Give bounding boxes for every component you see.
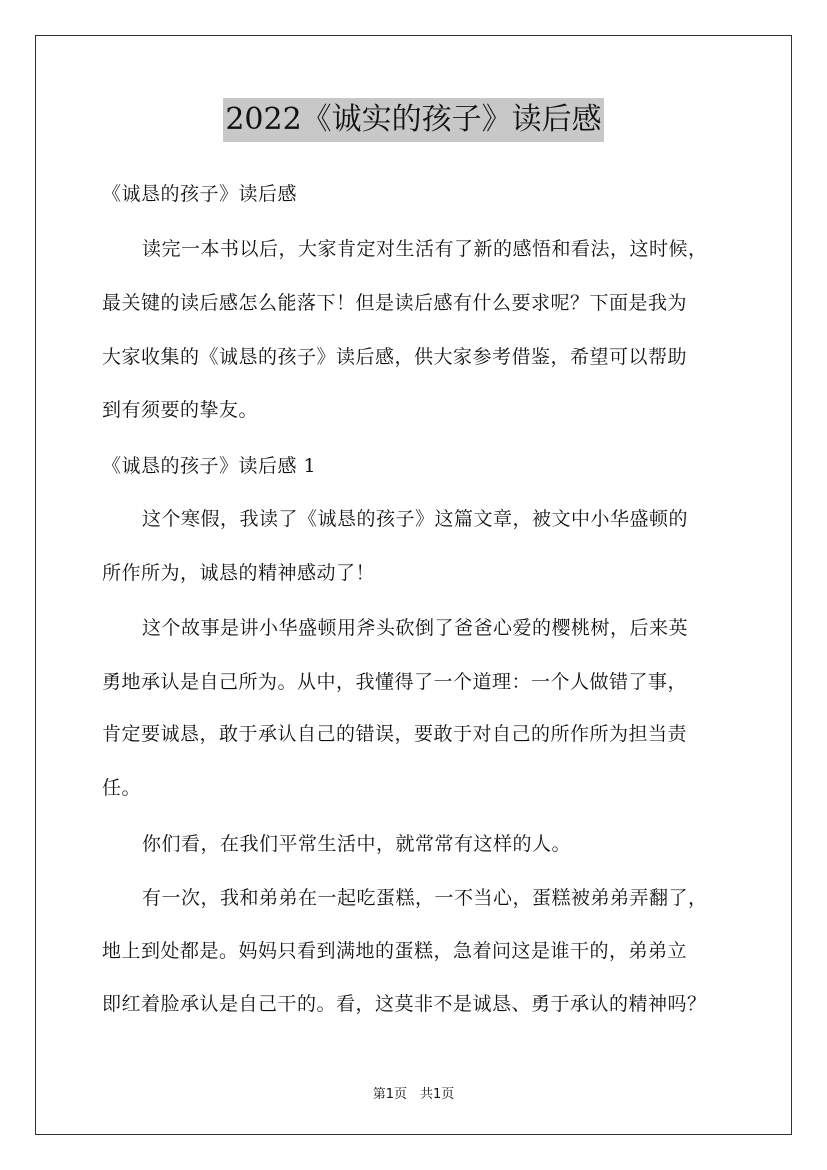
paragraph-line: 有一次，我和弟弟在一起吃蛋糕，一不当心，蛋糕被弟弟弄翻了，: [142, 887, 708, 909]
paragraph-line: 你们看，在我们平常生活中，就常常有这样的人。: [142, 833, 572, 855]
document-title: 2022《诚实的孩子》读后感: [223, 98, 603, 142]
page-footer: 第1页 共1页: [372, 1087, 455, 1102]
paragraph-line: 最关键的读后感怎么能落下！但是读后感有什么要求呢？下面是我为: [102, 292, 688, 314]
paragraph-line: 勇地承认是自己所为。从中，我懂得了一个道理：一个人做错了事，: [102, 671, 688, 693]
paragraph-line: 肯定要诚恳，敢于承认自己的错误，要敢于对自己的所作所为担当责: [102, 723, 688, 745]
paragraph-line: 所作所为，诚恳的精神感动了！: [102, 562, 376, 584]
paragraph-line: 读完一本书以后，大家肯定对生活有了新的感悟和看法，这时候，: [142, 238, 708, 260]
paragraph-line: 大家收集的《诚恳的孩子》读后感，供大家参考借鉴，希望可以帮助: [102, 346, 688, 368]
paragraph-line: 任。: [102, 777, 142, 799]
paragraph-line: 这个寒假，我读了《诚恳的孩子》这篇文章，被文中小华盛顿的: [142, 508, 689, 530]
paragraph-line: 到有须要的挚友。: [102, 399, 259, 421]
section-heading: 《诚恳的孩子》读后感: [102, 183, 298, 205]
section-heading: 《诚恳的孩子》读后感 1: [102, 455, 317, 477]
title-container: [0, 98, 827, 142]
paragraph-line: 即红着脸承认是自己干的。看，这莫非不是诚恳、勇于承认的精神吗？: [102, 993, 707, 1015]
paragraph-line: 这个故事是讲小华盛顿用斧头砍倒了爸爸心爱的樱桃树，后来英: [142, 617, 689, 639]
paragraph-line: 地上到处都是。妈妈只看到满地的蛋糕，急着问这是谁干的，弟弟立: [102, 940, 688, 962]
